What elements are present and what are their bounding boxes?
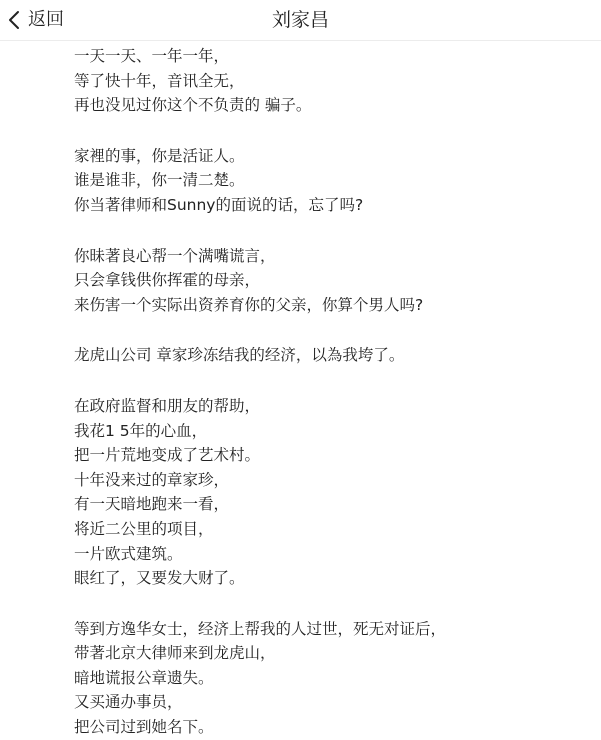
post-body xyxy=(0,41,601,740)
text-line: 眼红了，又要发大财了。 xyxy=(74,569,245,588)
text-line: 来伤害一个实际出资养育你的父亲，你算个男人吗? xyxy=(74,295,424,314)
text-line: 把公司过到她名下。 xyxy=(74,718,214,737)
text-line: 只会拿钱供你挥霍的母亲， xyxy=(74,271,261,290)
page-title: 刘家昌 xyxy=(271,9,329,31)
text-line: 谁是谁非，你一清二楚。 xyxy=(74,171,245,190)
text-line: 十年没来过的章家珍， xyxy=(74,470,230,489)
text-line: 把一片荒地变成了艺术村。 xyxy=(74,446,261,465)
text-line: 我花1 5年的心血， xyxy=(74,421,208,440)
chevron-left-icon xyxy=(6,8,24,32)
text-line: 带著北京大律师来到龙虎山， xyxy=(74,644,276,663)
text-line: 等了快十年，音讯全无， xyxy=(74,71,245,90)
paragraph xyxy=(74,244,601,318)
text-line: 又买通办事员， xyxy=(74,693,183,712)
paragraph xyxy=(74,617,601,740)
paragraph xyxy=(74,394,601,591)
text-line: 家裡的事，你是活证人。 xyxy=(74,146,245,165)
text-line: 在政府监督和朋友的帮助， xyxy=(74,396,261,415)
text-line: 你昧著良心帮一个满嘴谎言， xyxy=(74,246,276,265)
text-line: 等到方逸华女士，经济上帮我的人过世，死无对证后， xyxy=(74,619,447,638)
text-line: 龙虎山公司 章家珍冻结我的经济，以為我垮了。 xyxy=(74,346,405,365)
text-line: 一天一天、一年一年， xyxy=(74,47,230,65)
text-line: 有一天暗地跑来一看， xyxy=(74,495,230,514)
paragraph xyxy=(74,343,601,368)
back-button[interactable] xyxy=(6,0,64,40)
navigation-bar xyxy=(0,0,601,41)
text-line: 一片欧式建筑。 xyxy=(74,544,183,563)
text-line: 再也没见过你这个不负责的 骗子。 xyxy=(74,96,312,115)
paragraph xyxy=(74,44,601,118)
back-label: 返回 xyxy=(28,9,64,30)
text-line: 暗地谎报公章遗失。 xyxy=(74,668,214,687)
paragraph xyxy=(74,144,601,218)
text-line: 你当著律师和Sunny的面说的话，忘了吗? xyxy=(74,195,364,214)
text-line: 将近二公里的项目， xyxy=(74,519,214,538)
